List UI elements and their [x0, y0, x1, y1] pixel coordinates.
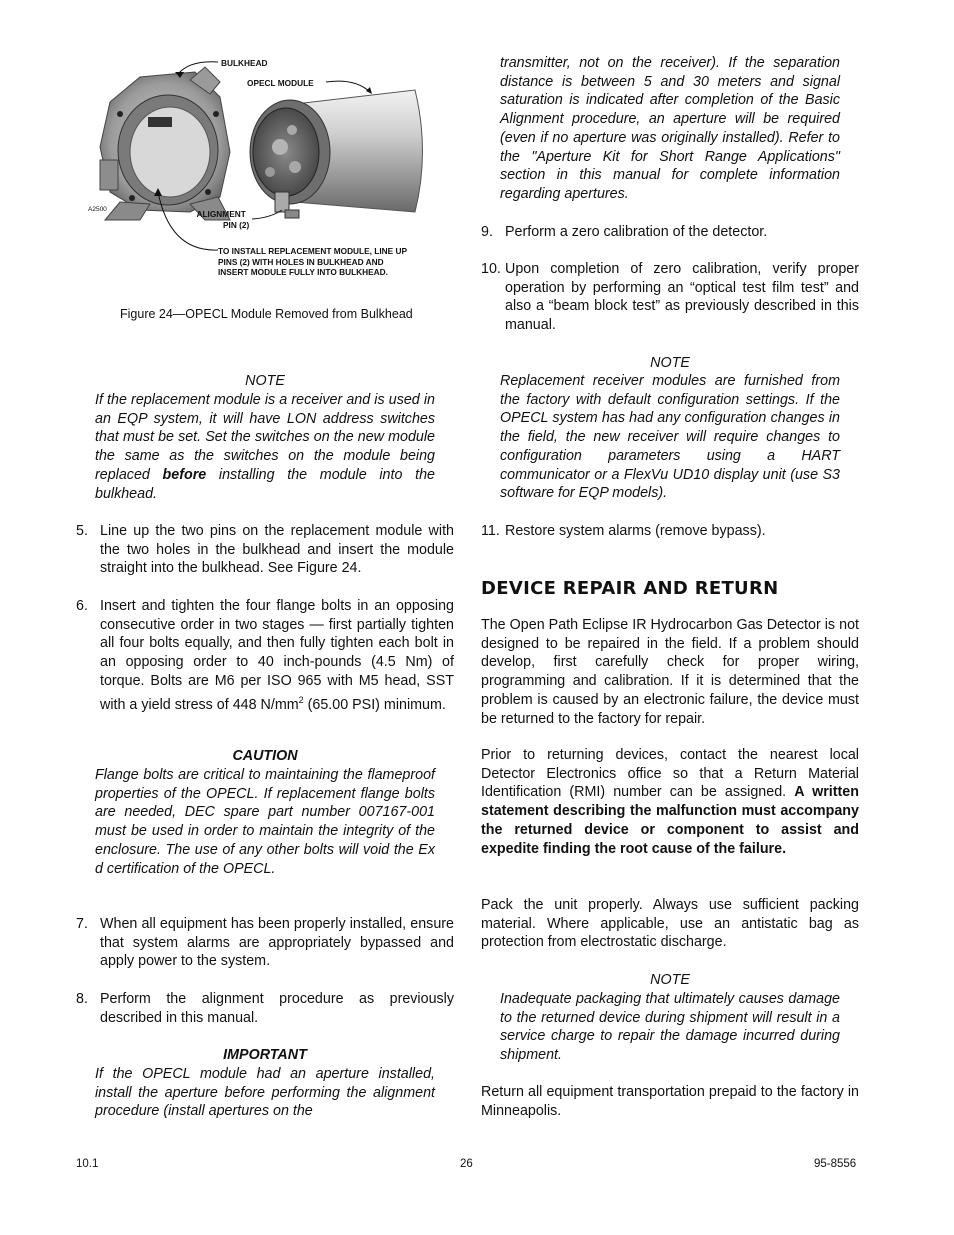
repair-paragraph-3: Pack the unit properly. Always use sufficient packing material. Where applicable, use an antistatic bag as protection from electrostatic discharge. — [481, 897, 859, 951]
footer-document-number: 95-8556 — [814, 1158, 857, 1170]
section-heading: DEVICE REPAIR AND RETURN — [481, 578, 779, 599]
callout-install-line2: PINS (2) WITH HOLES IN BULKHEAD AND — [218, 256, 384, 267]
note3-title: NOTE — [650, 972, 690, 988]
step-9-number: 9. — [481, 224, 493, 240]
step-11-number: 11. — [481, 523, 500, 539]
note1-text-pre: If the replacement module is a receiver and is used in an EQP system, it will have LON address switches that must be set. Set the switches on the new module the same as the switches on the module being replaced — [95, 392, 435, 483]
step-7-text: When all equipment has been properly installed, ensure that system alarms are appropriately bypassed and apply power to the system. — [100, 916, 454, 970]
step-10-number: 10. — [481, 261, 501, 277]
image-code: A2500 — [88, 206, 107, 213]
caution-title: CAUTION — [232, 748, 298, 764]
repair-paragraph-4: Return all equipment transportation prepaid to the factory in Minneapolis. — [481, 1084, 859, 1119]
repair-paragraph-2 — [481, 746, 859, 858]
callout-alignment-pin — [193, 209, 249, 230]
step-8 — [76, 990, 454, 1027]
footer-page-number: 26 — [460, 1158, 473, 1170]
callout-opecl-module: OPECL MODULE — [247, 78, 314, 88]
important-text-continued: transmitter, not on the receiver). If the separation distance is between 5 and 30 meters and signal saturation is indicated after completion of the Basic Alignment procedure, an aperture will be required (even if no aperture was originally installed). Refer to the "Aperture Kit for Short Range Applications" section in this manual for complete information regarding apertures. — [500, 55, 840, 202]
callout-install-line3: INSERT MODULE FULLY INTO BULKHEAD. — [218, 267, 388, 277]
step-6-number: 6. — [76, 598, 88, 614]
step-10-text: Upon completion of zero calibration, verify proper operation by performing an “optical test film test” and also a “beam block test” as previously described in this manual. — [505, 261, 859, 334]
note2-text: Replacement receiver modules are furnished from the factory with default configuration settings. If the OPECL system has had any configuration changes in the field, the new receiver will require changes to configuration parameters using a HART communicator or a FlexVu UD10 display unit (use S3 software for EQP models). — [500, 373, 840, 502]
step-11-text: Restore system alarms (remove bypass). — [505, 523, 766, 539]
note3-text: Inadequate packaging that ultimately causes damage to the returned device during shipment will result in a service charge to repair the damage incurred during shipment. — [500, 991, 840, 1064]
step-9-text: Perform a zero calibration of the detector. — [505, 224, 768, 240]
figure-24 — [80, 52, 440, 282]
step-6-superscript: 2 — [298, 694, 304, 705]
step-11 — [481, 522, 859, 541]
callout-install-line1: TO INSTALL REPLACEMENT MODULE, LINE UP — [218, 246, 407, 256]
important-text: If the OPECL module had an aperture installed, install the aperture before performing the alignment procedure (install apertures on the — [95, 1066, 435, 1120]
step-7-number: 7. — [76, 916, 88, 932]
important-title: IMPORTANT — [223, 1047, 307, 1063]
callout-install-instructions — [218, 246, 407, 278]
callout-bulkhead: BULKHEAD — [221, 58, 268, 68]
repair-paragraph-2-bold: A written statement describing the malfunction must accompany the returned device or component to assist and expedite finding the root cause of the failure. — [481, 784, 859, 857]
repair-paragraph-1: The Open Path Eclipse IR Hydrocarbon Gas Detector is not designed to be repaired in the field. If a problem should develop, first carefully check for proper wiring, programming and calibration. If it is determined that the problem is caused by an electronic failure, the device must be returned to the factory for repair. — [481, 617, 859, 727]
step-10 — [481, 260, 859, 335]
step-6-text-post: (65.00 PSI) minimum. — [303, 696, 446, 713]
step-6-text-pre: Insert and tighten the four flange bolts in an opposing consecutive order in two stages — first partially tighten all four bolts equally, and then fully tighten each bolt in an opposing order to 40 inch-pounds (4.5 Nm) of torque. Bolts are M6 per ISO 965 with M5 head, SST with a yield stress of 448 N/mm — [100, 598, 454, 713]
step-6-text — [100, 597, 454, 714]
step-8-number: 8. — [76, 991, 88, 1007]
callout-alignment-line1: ALIGNMENT — [196, 209, 246, 219]
step-5-text: Line up the two pins on the replacement module with the two holes in the bulkhead and insert the module straight into the bulkhead. See Figure 24. — [100, 523, 454, 577]
note1-text-post: installing the module into the bulkhead. — [95, 466, 435, 502]
step-5 — [76, 522, 454, 578]
step-8-text: Perform the alignment procedure as previously described in this manual. — [100, 991, 454, 1026]
step-9 — [481, 223, 859, 242]
note2-title: NOTE — [650, 355, 690, 371]
step-7 — [76, 915, 454, 971]
step-5-number: 5. — [76, 523, 88, 539]
callout-alignment-line2: PIN (2) — [223, 219, 250, 230]
note1-text-bold: before — [162, 466, 207, 483]
caution-text: Flange bolts are critical to maintaining the flameproof properties of the OPECL. If replacement flange bolts are needed, DEC spare part number 007167-001 must be used in order to maintain the integrity of the enclosure. The use of any other bolts will void the Ex d certification of the OPECL. — [95, 767, 435, 877]
note1-title: NOTE — [245, 373, 285, 389]
step-6 — [76, 597, 454, 714]
figure-caption: Figure 24—OPECL Module Removed from Bulkhead — [120, 307, 413, 321]
footer-revision: 10.1 — [76, 1158, 99, 1170]
repair-paragraph-2-pre: Prior to returning devices, contact the nearest local Detector Electronics office so that a Return Material Identification (RMI) number can be assigned. — [481, 747, 859, 801]
note1-text — [95, 391, 435, 503]
